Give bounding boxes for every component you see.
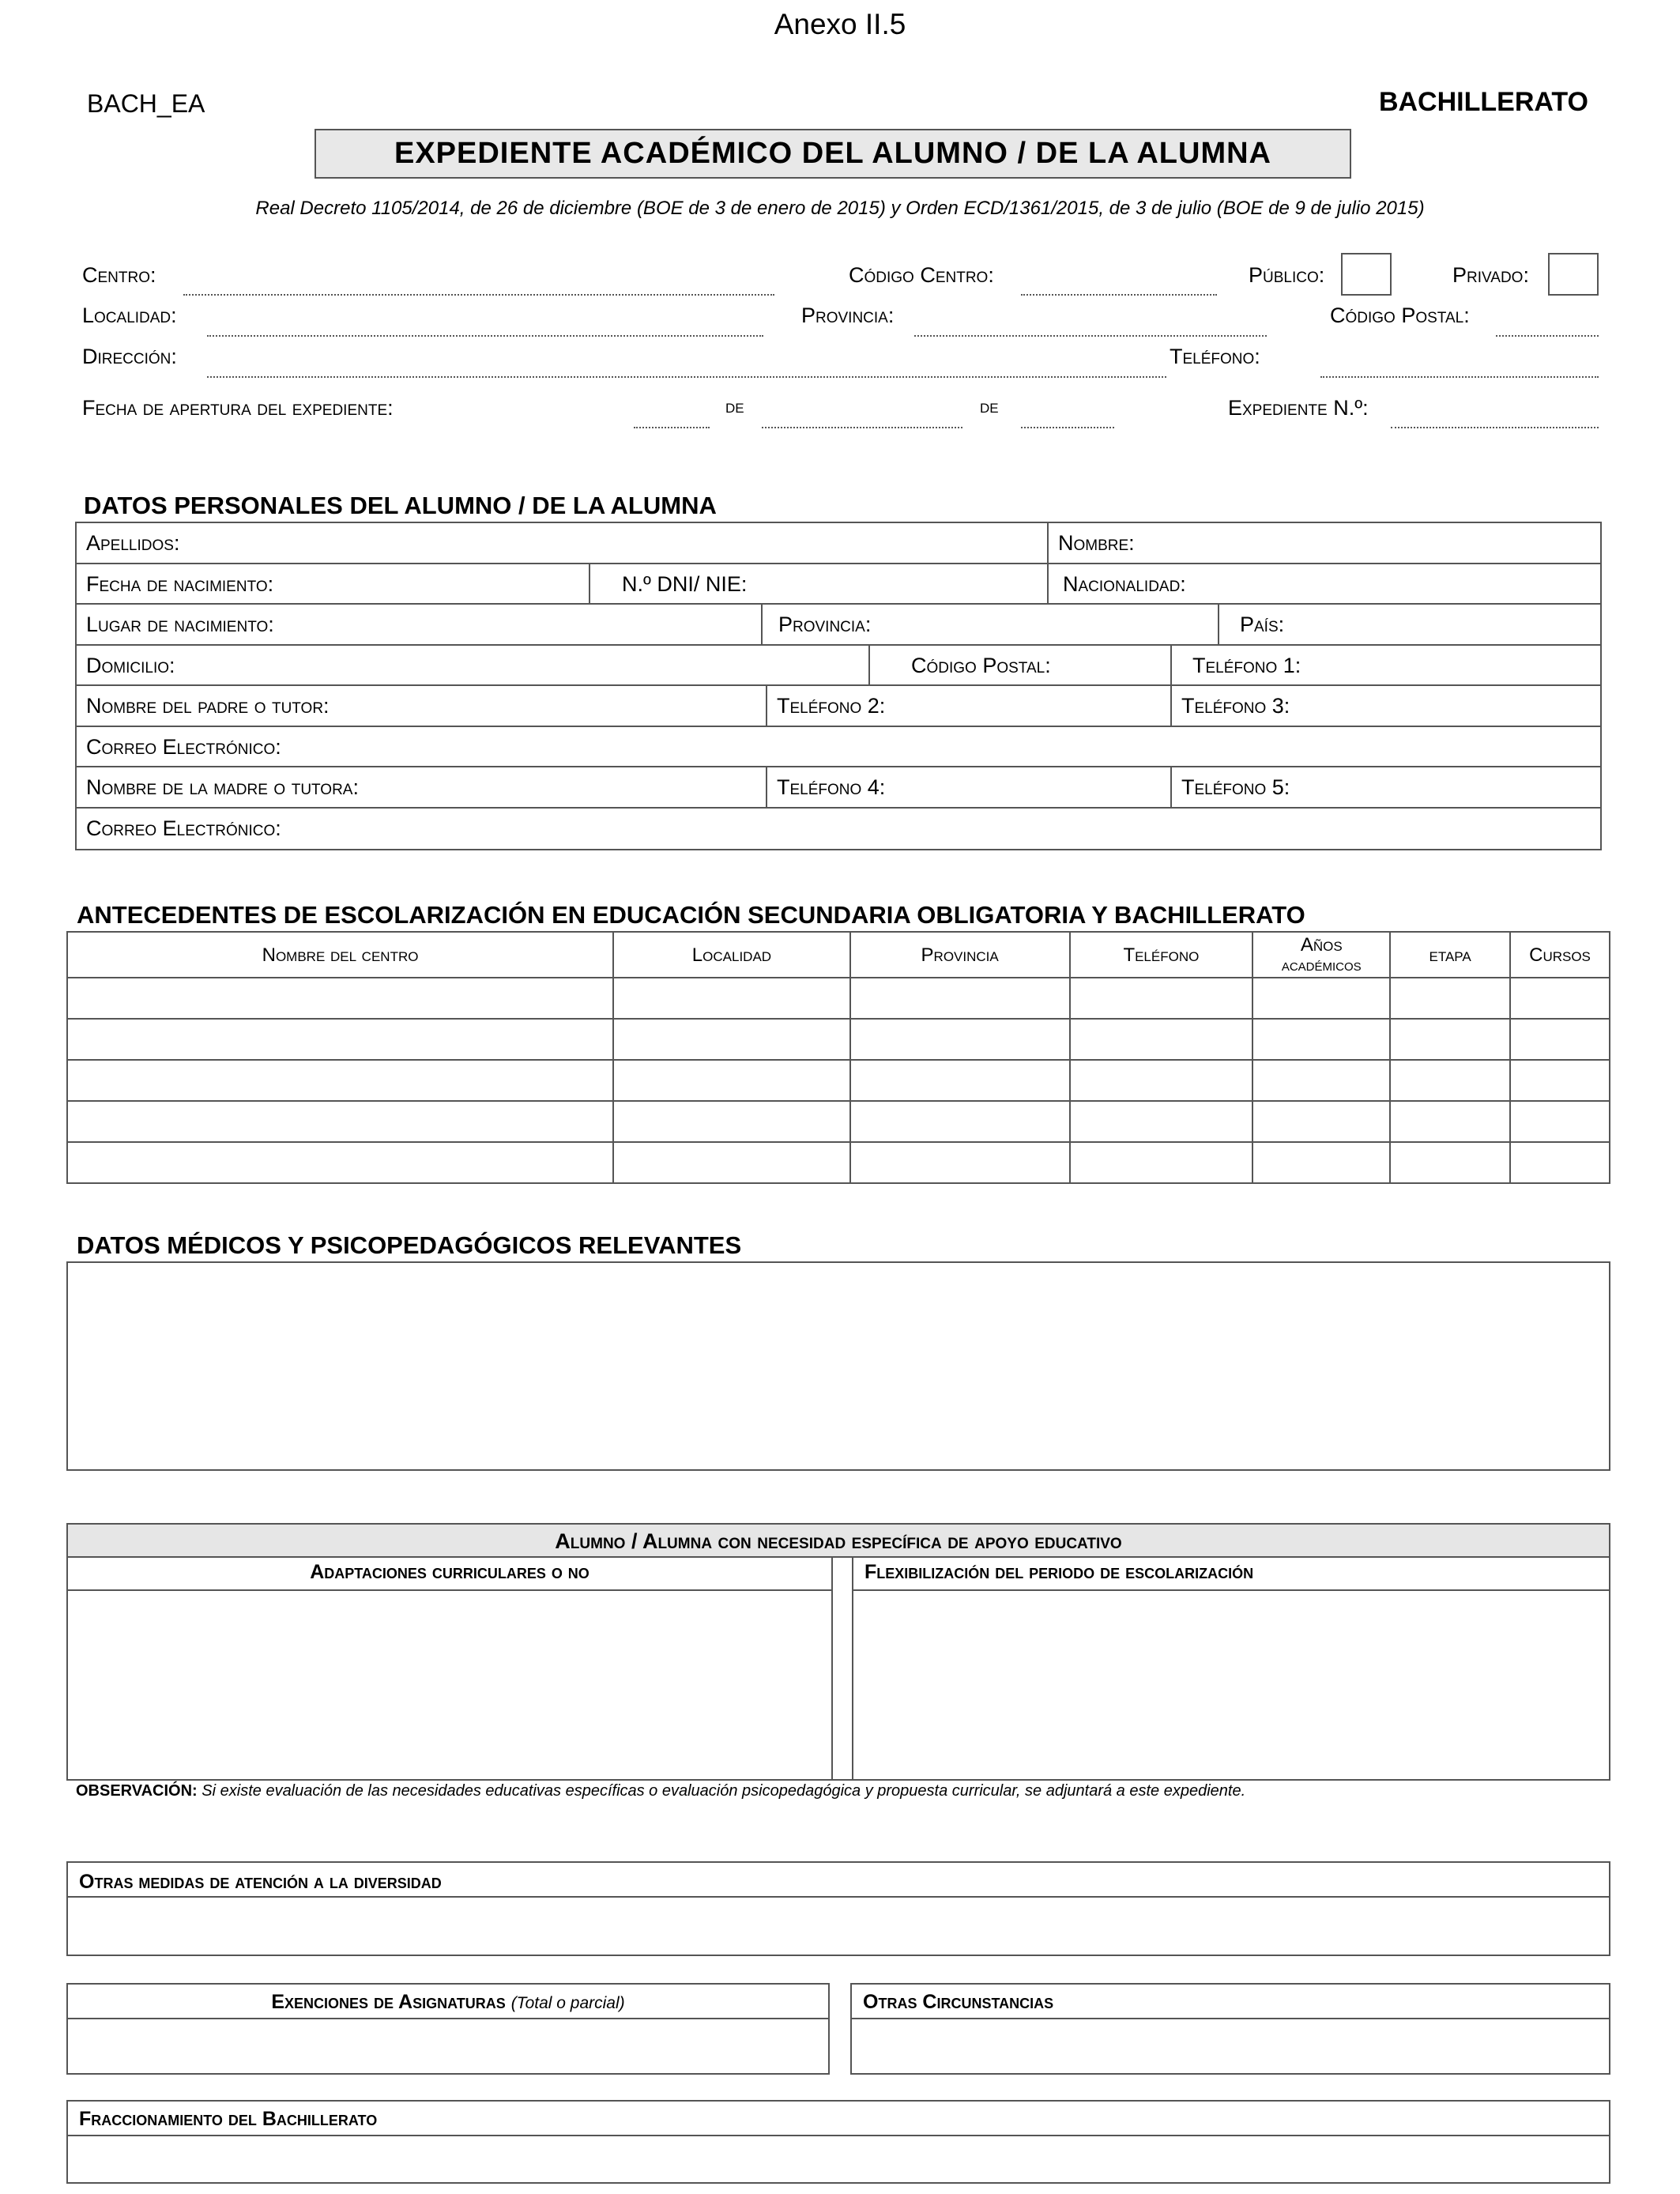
telefono-field[interactable] (1320, 376, 1599, 378)
schooling-cell[interactable] (613, 1060, 850, 1101)
special-needs-title: Alumno / Alumna con necesidad específica de apoyo educativo (68, 1525, 1609, 1558)
personal-row-8 (77, 809, 1600, 850)
observation-label: OBSERVACIÓN: (76, 1782, 198, 1800)
otras-circunstancias-box (850, 1983, 1610, 2075)
lugar-nacimiento-field[interactable]: Lugar de nacimiento: (86, 613, 274, 636)
personal-row-4 (77, 646, 1600, 687)
schooling-cell[interactable] (67, 1060, 613, 1101)
padre-field[interactable]: Nombre del padre o tutor: (86, 694, 330, 718)
schooling-cell[interactable] (1252, 1060, 1390, 1101)
schooling-cell[interactable] (1070, 1142, 1253, 1183)
personal-provincia-field[interactable]: Provincia: (778, 613, 872, 636)
personal-row-6 (77, 727, 1600, 768)
personal-row-3 (77, 605, 1600, 646)
col-provincia: Provincia (850, 932, 1070, 978)
col-anos-academicos (1252, 932, 1390, 978)
schooling-cell[interactable] (1390, 1142, 1510, 1183)
fecha-anio-field[interactable] (1021, 427, 1114, 428)
schooling-cell[interactable] (67, 1101, 613, 1142)
exenciones-field[interactable] (68, 2019, 828, 2073)
exenciones-heading (68, 1991, 828, 2014)
expediente-n-field[interactable] (1391, 427, 1599, 428)
document-title: EXPEDIENTE ACADÉMICO DEL ALUMNO / DE LA ALUMNA (315, 129, 1351, 179)
schooling-cell[interactable] (1390, 1101, 1510, 1142)
correo1-field[interactable]: Correo Electrónico: (86, 734, 281, 759)
observation-text: Si existe evaluación de las necesidades educativas específicas o evaluación psicopedagógica y propuesta curricular, se adjuntará a este expediente. (202, 1782, 1246, 1800)
schooling-row (67, 1101, 1610, 1142)
nacionalidad-field[interactable]: Nacionalidad: (1063, 571, 1186, 596)
form-code: BACH_EA (87, 89, 205, 118)
fecha-dia-field[interactable] (634, 427, 710, 428)
telefono-label: Teléfono: (1170, 345, 1260, 368)
schooling-cell[interactable] (1390, 978, 1510, 1019)
codigo-postal-field[interactable] (1496, 335, 1599, 337)
otras-circunstancias-heading: Otras Circunstancias (863, 1991, 1054, 2013)
personal-data-heading: DATOS PERSONALES DEL ALUMNO / DE LA ALUMNA (84, 492, 717, 519)
schooling-cell[interactable] (1252, 1142, 1390, 1183)
otras-medidas-heading: Otras medidas de atención a la diversidad (79, 1871, 442, 1893)
personal-row-5 (77, 686, 1600, 727)
col-localidad: Localidad (613, 932, 850, 978)
telefono3-field[interactable]: Teléfono 3: (1181, 694, 1290, 718)
telefono1-field[interactable]: Teléfono 1: (1192, 653, 1301, 677)
personal-data-grid (75, 522, 1602, 850)
schooling-table (66, 931, 1610, 1184)
legal-reference: Real Decreto 1105/2014, de 26 de diciembre (BOE de 3 de enero de 2015) y Orden ECD/1361/2015, de 3 de julio (BOE de 9 de julio 2015) (255, 198, 1425, 219)
col-academicos: académicos (1281, 956, 1362, 974)
provincia-field[interactable] (914, 335, 1267, 337)
provincia-label: Provincia: (801, 303, 895, 327)
telefono2-field[interactable]: Teléfono 2: (777, 694, 886, 718)
personal-codigo-postal-field[interactable]: Código Postal: (911, 653, 1051, 677)
otras-circunstancias-field[interactable] (852, 2019, 1609, 2073)
telefono4-field[interactable]: Teléfono 4: (777, 775, 886, 799)
otras-medidas-box (66, 1861, 1610, 1956)
schooling-cell[interactable] (1252, 1019, 1390, 1060)
flexibilizacion-field[interactable] (853, 1591, 1609, 1781)
schooling-cell[interactable] (1390, 1060, 1510, 1101)
fraccionamiento-field[interactable] (68, 2136, 1609, 2182)
fraccionamiento-heading: Fraccionamiento del Bachillerato (79, 2108, 378, 2130)
schooling-cell[interactable] (613, 1019, 850, 1060)
direccion-field[interactable] (207, 376, 1166, 378)
schooling-cell[interactable] (1510, 1101, 1610, 1142)
schooling-cell[interactable] (1252, 1101, 1390, 1142)
correo2-field[interactable]: Correo Electrónico: (86, 816, 281, 840)
exenciones-title: Exenciones de Asignaturas (271, 1991, 506, 2013)
telefono5-field[interactable]: Teléfono 5: (1181, 775, 1290, 799)
col-etapa: etapa (1390, 932, 1510, 978)
centro-field[interactable] (183, 294, 774, 296)
flexibilizacion-heading: Flexibilización del periodo de escolarización (864, 1561, 1254, 1583)
schooling-row (67, 1019, 1610, 1060)
col-cursos: Cursos (1510, 932, 1610, 978)
schooling-body (67, 978, 1610, 1183)
schooling-row (67, 978, 1610, 1019)
personal-row-7 (77, 767, 1600, 809)
schooling-cell[interactable] (850, 1019, 1070, 1060)
exenciones-box (66, 1983, 830, 2075)
personal-row-1 (77, 523, 1600, 564)
medical-heading: DATOS MÉDICOS Y PSICOPEDAGÓGICOS RELEVANTES (77, 1231, 742, 1259)
personal-row-2 (77, 564, 1600, 605)
localidad-label: Localidad: (82, 303, 177, 327)
schooling-cell[interactable] (67, 1142, 613, 1183)
schooling-cell[interactable] (1070, 1019, 1253, 1060)
privado-checkbox[interactable] (1548, 253, 1599, 296)
apellidos-field[interactable]: Apellidos: (86, 531, 180, 555)
publico-checkbox[interactable] (1341, 253, 1392, 296)
fraccionamiento-box (66, 2100, 1610, 2184)
codigo-centro-field[interactable] (1021, 294, 1217, 296)
schooling-cell[interactable] (1510, 978, 1610, 1019)
pais-field[interactable]: País: (1240, 613, 1285, 636)
special-needs-box (66, 1523, 1610, 1781)
schooling-cell[interactable] (1070, 1101, 1253, 1142)
adaptaciones-field[interactable] (68, 1591, 830, 1781)
dni-field[interactable]: N.º DNI/ NIE: (622, 571, 748, 596)
fecha-apertura-label: Fecha de apertura del expediente: (82, 396, 394, 420)
codigo-centro-label: Código Centro: (849, 263, 994, 287)
fecha-nacimiento-field[interactable]: Fecha de nacimiento: (86, 571, 274, 596)
education-level: BACHILLERATO (1378, 87, 1588, 117)
schooling-cell[interactable] (1390, 1019, 1510, 1060)
schooling-header-row (67, 932, 1610, 978)
schooling-cell[interactable] (1070, 1060, 1253, 1101)
schooling-cell[interactable] (1252, 978, 1390, 1019)
schooling-cell[interactable] (613, 1101, 850, 1142)
observation-note (76, 1782, 1245, 1800)
schooling-cell[interactable] (613, 978, 850, 1019)
expediente-n-label: Expediente N.º: (1228, 396, 1369, 420)
madre-field[interactable]: Nombre de la madre o tutora: (86, 775, 359, 799)
fecha-mes-field[interactable] (762, 427, 962, 428)
col-telefono: Teléfono (1070, 932, 1253, 978)
annex-label: Anexo II.5 (774, 8, 906, 40)
schooling-cell[interactable] (1070, 978, 1253, 1019)
publico-label: Público: (1249, 263, 1325, 287)
schooling-cell[interactable] (850, 978, 1070, 1019)
codigo-postal-label: Código Postal: (1330, 303, 1470, 327)
nombre-field[interactable]: Nombre: (1058, 531, 1135, 555)
adaptaciones-heading: Adaptaciones curriculares o no (310, 1561, 590, 1583)
schooling-cell[interactable] (1510, 1019, 1610, 1060)
schooling-cell[interactable] (850, 1142, 1070, 1183)
col-nombre-centro: Nombre del centro (67, 932, 613, 978)
schooling-cell[interactable] (850, 1060, 1070, 1101)
de-label-1: de (725, 396, 744, 417)
schooling-cell[interactable] (67, 1019, 613, 1060)
schooling-cell[interactable] (67, 978, 613, 1019)
schooling-cell[interactable] (1510, 1142, 1610, 1183)
privado-label: Privado: (1452, 263, 1529, 287)
medical-field[interactable] (66, 1261, 1610, 1471)
domicilio-field[interactable]: Domicilio: (86, 653, 175, 677)
otras-medidas-field[interactable] (68, 1898, 1609, 1955)
direccion-label: Dirección: (82, 345, 177, 368)
schooling-row (67, 1060, 1610, 1101)
schooling-cell[interactable] (613, 1142, 850, 1183)
centro-label: Centro: (82, 263, 156, 287)
localidad-field[interactable] (207, 335, 763, 337)
schooling-heading: ANTECEDENTES DE ESCOLARIZACIÓN EN EDUCACIÓN SECUNDARIA OBLIGATORIA Y BACHILLERATO (77, 901, 1305, 929)
schooling-row (67, 1142, 1610, 1183)
de-label-2: de (980, 396, 999, 417)
col-anos: Años (1300, 933, 1343, 956)
schooling-cell[interactable] (850, 1101, 1070, 1142)
exenciones-note: (Total o parcial) (510, 1994, 625, 2012)
schooling-cell[interactable] (1510, 1060, 1610, 1101)
